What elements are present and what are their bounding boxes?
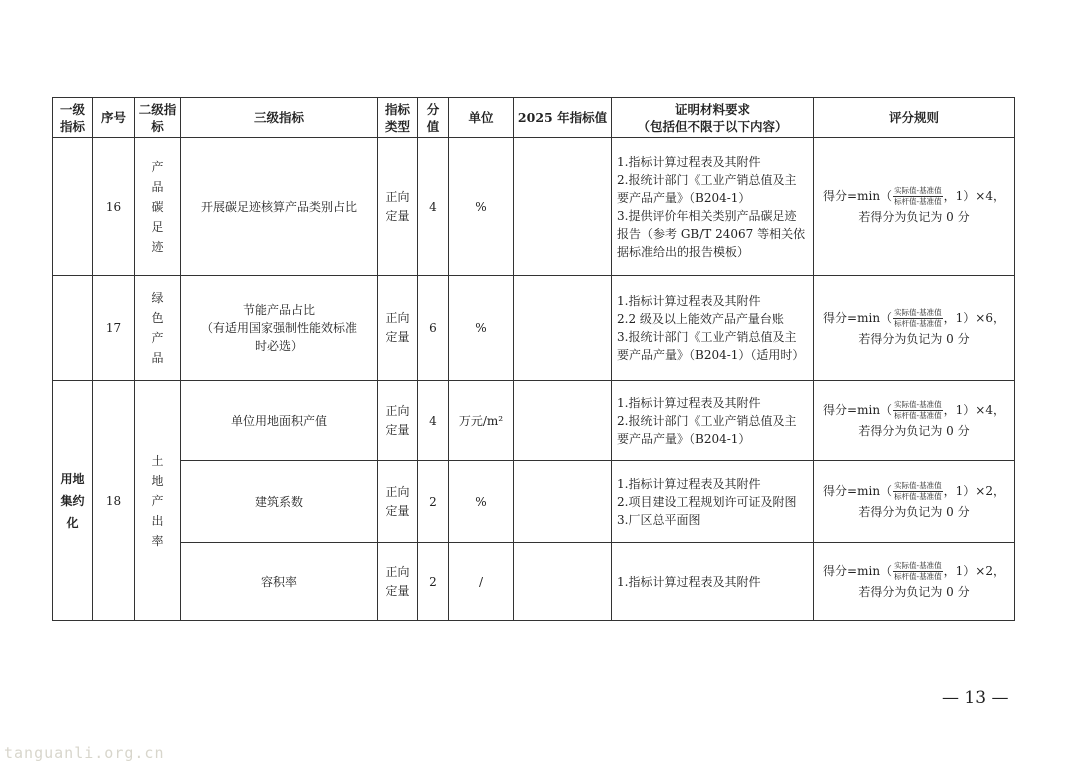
unit-cell: 万元/m² [449, 381, 514, 461]
score-formula: 得分=min（ $\frac{\text{实际值-基准值}}{\text{标杆值-基准值}}$ ，1）×4， [823, 186, 1005, 206]
target-cell [514, 461, 612, 543]
seq-cell: 17 [93, 276, 135, 381]
rule-cell [814, 461, 1015, 543]
rule-cell [814, 138, 1015, 276]
evidence-line: 1.指标计算过程表及其附件 [617, 476, 761, 491]
negative-note: 若得分为负记为 0 分 [858, 210, 970, 224]
type-text: 正向定量 [385, 484, 410, 518]
negative-note: 若得分为负记为 0 分 [858, 331, 970, 346]
score-cell: 2 [418, 543, 449, 621]
target-cell [514, 276, 612, 381]
evidence-cell [612, 381, 814, 461]
unit-cell: % [449, 138, 514, 276]
evidence-line: 3.提供评价年相关类别产品碳足迹报告（参考 GB/T 24067 等相关依据标准给出的报告模板） [617, 208, 806, 259]
negative-note: 若得分为负记为 0 分 [858, 505, 970, 519]
header-level2: 二级指标 [135, 98, 181, 138]
level3-cell: 建筑系数 [181, 461, 378, 543]
type-cell [378, 461, 418, 543]
score-cell: 4 [418, 381, 449, 461]
score-formula: 得分=min（ $\frac{\text{实际值-基准值}}{\text{标杆值-基准值}}$ ，1）×2， [823, 561, 1005, 581]
table-row [53, 276, 1015, 381]
level3-cell: 容积率 [181, 543, 378, 621]
header-score: 分值 [418, 98, 449, 138]
header-target: 2025 年指标值 [514, 98, 612, 138]
level3-cell: 单位用地面积产值 [181, 381, 378, 461]
evidence-cell [612, 543, 814, 621]
header-rule: 评分规则 [814, 98, 1015, 138]
header-level1: 一级指标 [53, 98, 93, 138]
level2-text: 绿色产品 [151, 291, 164, 365]
header-evidence [612, 98, 814, 138]
unit-cell: / [449, 543, 514, 621]
header-evidence-title: 证明材料要求 [674, 101, 750, 117]
header-type: 指标类型 [378, 98, 418, 138]
level1-cell [53, 276, 93, 381]
evidence-line: 3.报统计部门《工业产销总值及主要产品产量》（B204-1）（适用时） [617, 330, 805, 362]
type-text: 正向定量 [385, 564, 410, 598]
score-formula: 得分=min（ $\frac{\text{实际值-基准值}}{\text{标杆值-基准值}}$ ，1）×4， [823, 400, 1005, 420]
level1-text: 用地集约化 [60, 471, 85, 530]
table-row [53, 461, 1015, 543]
header-unit: 单位 [449, 98, 514, 138]
watermark: tanguanli.org.cn [4, 744, 165, 762]
page-number: — 13 — [942, 688, 1009, 708]
type-text: 正向定量 [385, 189, 410, 223]
header-evidence-subtitle: （包括但不限于以下内容） [637, 118, 788, 134]
evidence-cell [612, 461, 814, 543]
level1-cell [53, 138, 93, 276]
rule-cell [814, 276, 1015, 381]
target-cell [514, 138, 612, 276]
type-cell [378, 138, 418, 276]
evidence-line: 1.指标计算过程表及其附件 [617, 574, 761, 589]
level3-cell: 开展碳足迹核算产品类别占比 [181, 138, 378, 276]
header-seq: 序号 [93, 98, 135, 138]
score-cell: 6 [418, 276, 449, 381]
type-cell [378, 381, 418, 461]
fraction: $\frac{\text{实际值-基准值}}{\text{标杆值-基准值}}$ [894, 561, 942, 581]
evidence-line: 2.2 级及以上能效产品产量台账 [617, 312, 784, 326]
evidence-cell [612, 276, 814, 381]
header-level3: 三级指标 [181, 98, 378, 138]
level3-cell [181, 276, 378, 381]
level3-title: 节能产品占比 [242, 303, 315, 317]
fraction: $\frac{\text{实际值-基准值}}{\text{标杆值-基准值}}$ [894, 400, 942, 420]
evidence-line: 3.厂区总平面图 [617, 512, 701, 527]
table-row [53, 543, 1015, 621]
seq-cell: 18 [93, 381, 135, 621]
table-row [53, 138, 1015, 276]
score-cell: 2 [418, 461, 449, 543]
rule-cell [814, 381, 1015, 461]
negative-note: 若得分为负记为 0 分 [858, 585, 970, 599]
indicator-table [52, 97, 1015, 621]
evidence-line: 2.报统计部门《工业产销总值及主要产品产量》（B204-1） [617, 172, 797, 205]
level2-cell [135, 138, 181, 276]
level1-cell [53, 381, 93, 621]
target-cell [514, 543, 612, 621]
evidence-line: 2.项目建设工程规划许可证及附图 [617, 494, 797, 509]
fraction: $\frac{\text{实际值-基准值}}{\text{标杆值-基准值}}$ [894, 307, 942, 328]
target-cell [514, 381, 612, 461]
level2-text: 产品碳足迹 [151, 159, 164, 254]
level2-cell [135, 381, 181, 621]
score-formula: 得分=min（ $\frac{\text{实际值-基准值}}{\text{标杆值-基准值}}$ ，1）×2， [823, 481, 1005, 501]
level2-cell [135, 276, 181, 381]
level3-note: （有适用国家强制性能效标准时必选） [200, 321, 357, 353]
fraction: $\frac{\text{实际值-基准值}}{\text{标杆值-基准值}}$ [894, 186, 942, 206]
evidence-line: 1.指标计算过程表及其附件 [617, 395, 761, 410]
score-formula: 得分=min（ $\frac{\text{实际值-基准值}}{\text{标杆值-基准值}}$ ，1）×6， [823, 307, 1005, 328]
table-row [53, 381, 1015, 461]
unit-cell: % [449, 461, 514, 543]
type-text: 正向定量 [385, 311, 410, 344]
unit-cell: % [449, 276, 514, 381]
fraction: $\frac{\text{实际值-基准值}}{\text{标杆值-基准值}}$ [894, 481, 942, 501]
type-text: 正向定量 [385, 403, 410, 437]
type-cell [378, 276, 418, 381]
evidence-line: 1.指标计算过程表及其附件 [617, 294, 761, 308]
level2-text: 土地产出率 [151, 453, 164, 548]
seq-cell: 16 [93, 138, 135, 276]
score-cell: 4 [418, 138, 449, 276]
rule-cell [814, 543, 1015, 621]
type-cell [378, 543, 418, 621]
header-row [53, 98, 1015, 138]
negative-note: 若得分为负记为 0 分 [858, 424, 970, 438]
evidence-line: 1.指标计算过程表及其附件 [617, 154, 761, 169]
evidence-line: 2.报统计部门《工业产销总值及主要产品产量》（B204-1） [617, 413, 797, 446]
evidence-cell [612, 138, 814, 276]
